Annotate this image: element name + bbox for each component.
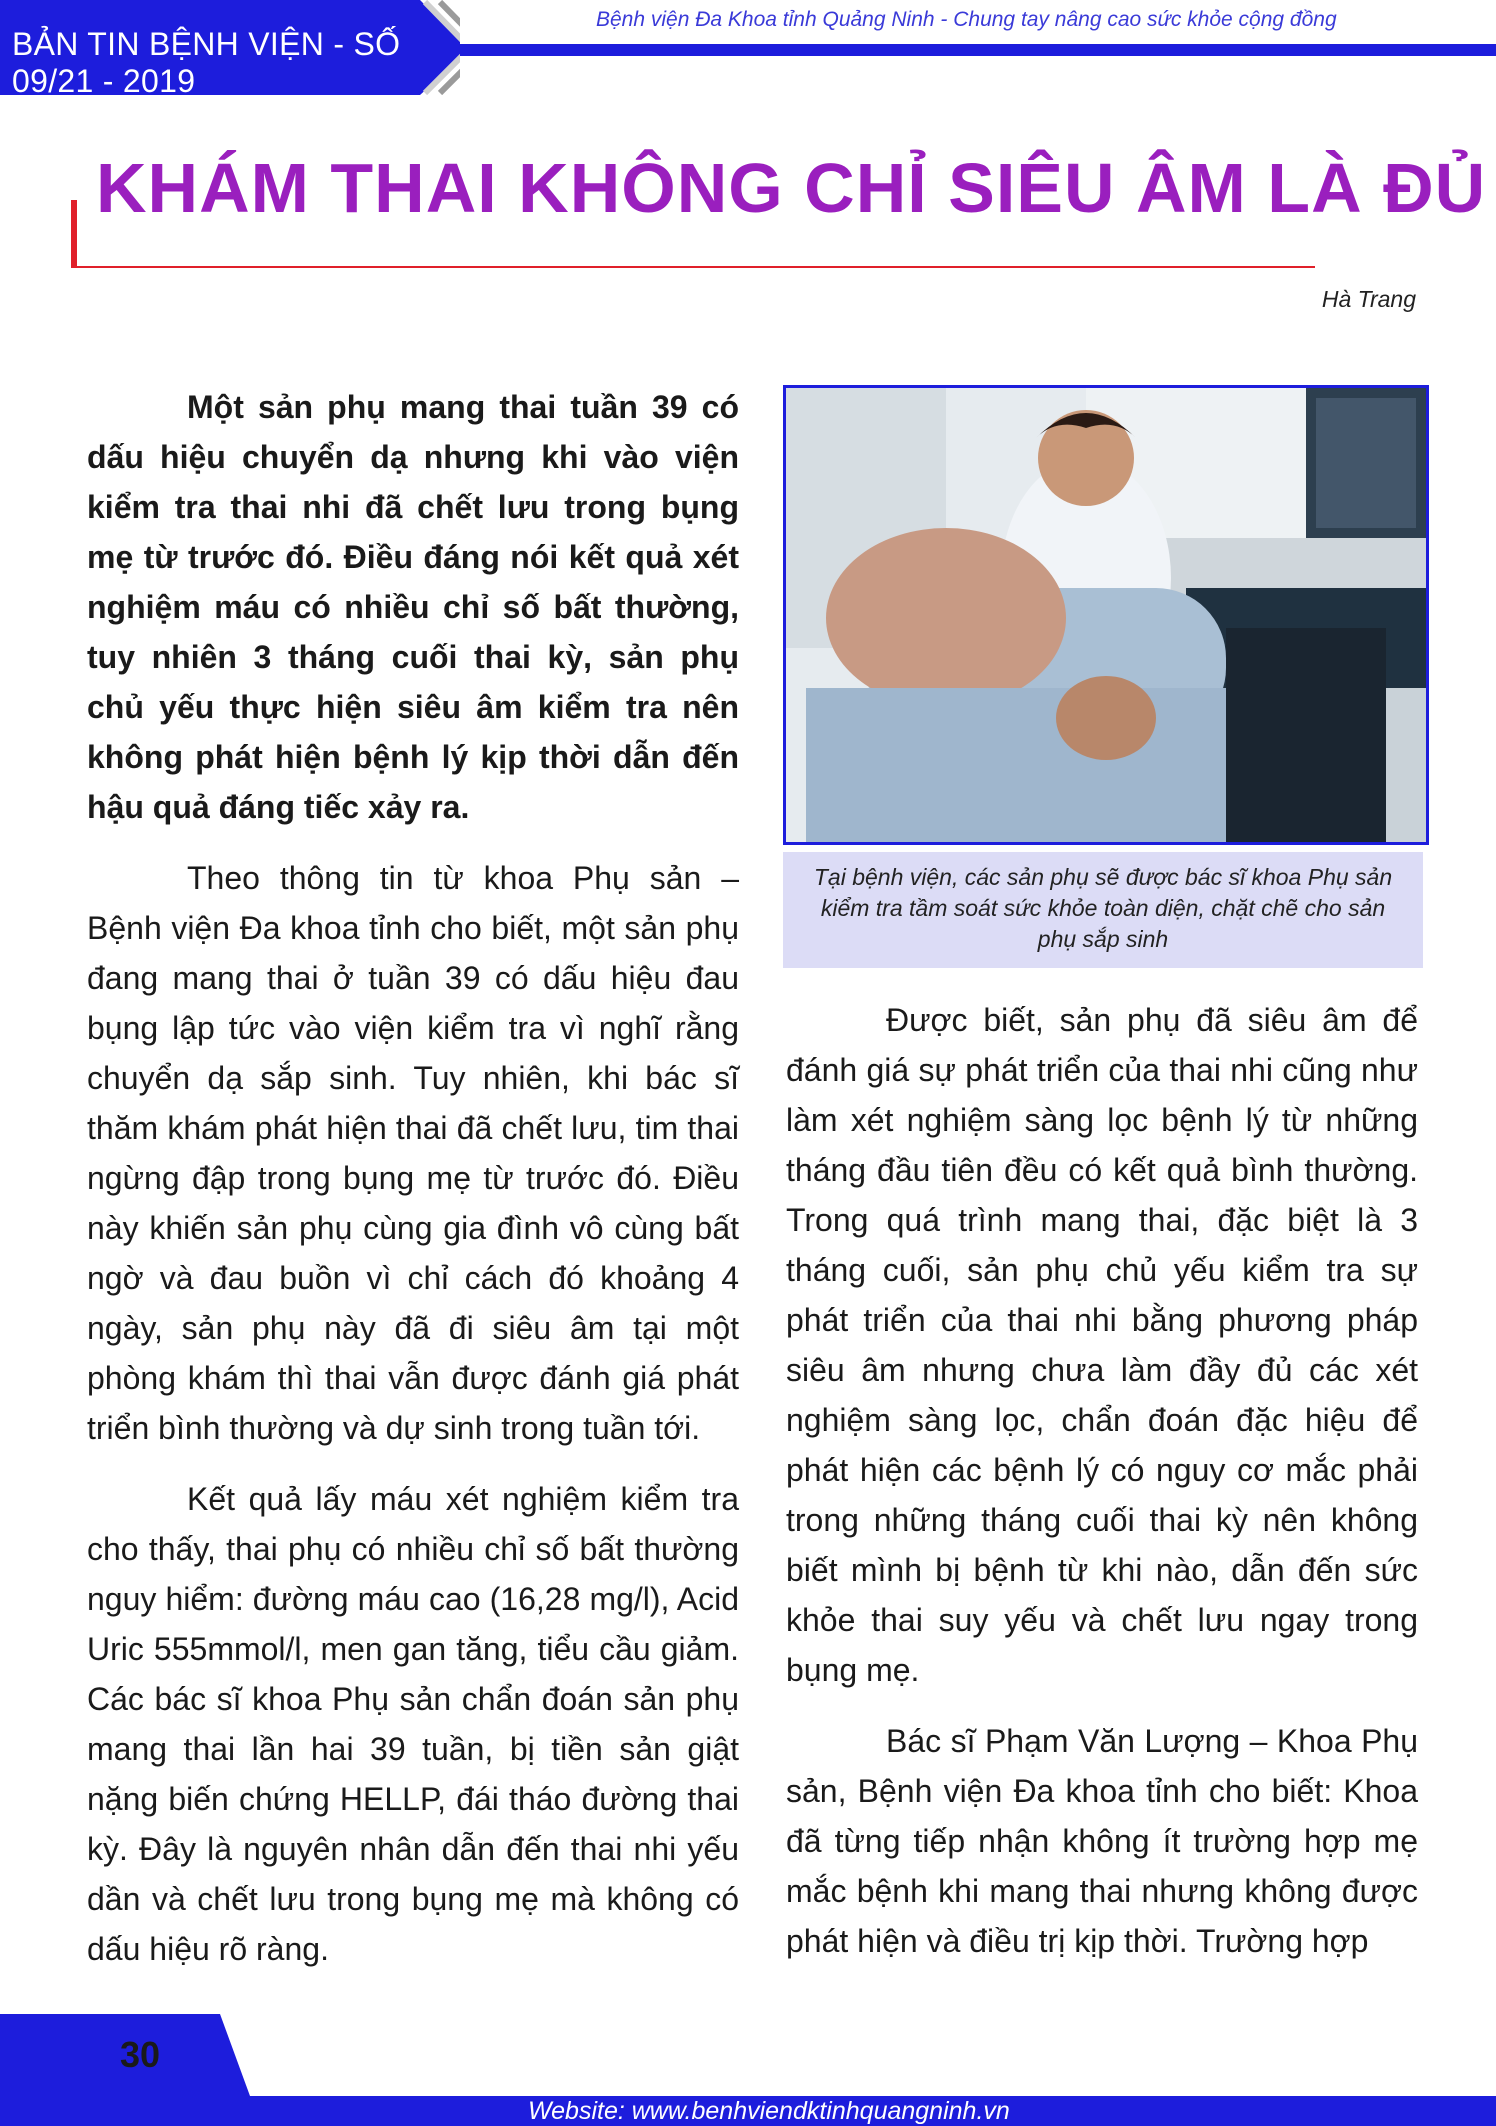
- photo-caption: Tại bệnh viện, các sản phụ sẽ được bác sĩ khoa Phụ sản kiểm tra tầm soát sức khỏe toàn diện, chặt chẽ cho sản phụ sắp sinh: [813, 864, 1393, 952]
- article-photo: [783, 385, 1429, 845]
- body-paragraph: Kết quả lấy máu xét nghiệm kiểm tra cho thấy, thai phụ có nhiều chỉ số bất thường nguy hiểm: đường máu cao (16,28 mg/l), Acid Uric 555mmol/l, men gan tăng, tiểu cầu giảm. Các bác sĩ khoa Phụ sản chẩn đoán sản phụ mang thai lần hai 39 tuần, bị tiền sản giật nặng biến chứng HELLP, đái tháo đường thai kỳ. Đây là nguyên nhân dẫn đến thai nhi yếu dần và chết lưu trong bụng mẹ mà không có dấu hiệu rõ ràng.: [87, 1481, 739, 1967]
- issue-banner: [0, 0, 460, 99]
- page-number: 30: [120, 2034, 161, 2075]
- left-column: [87, 382, 739, 1995]
- title-underline: [71, 266, 1315, 268]
- right-column: [786, 995, 1418, 1987]
- body-paragraph: Được biết, sản phụ đã siêu âm để đánh giá sự phát triển của thai nhi cũng như làm xét nghiệm sàng lọc bệnh lý từ những tháng đầu tiên đều có kết quả bình thường. Trong quá trình mang thai, đặc biệt là 3 tháng cuối, sản phụ chủ yếu kiểm tra sự phát triển của thai nhi bằng phương pháp siêu âm nhưng chưa làm đầy đủ các xét nghiệm sàng lọc, chẩn đoán đặc hiệu để phát hiện các bệnh lý có nguy cơ mắc phải trong những tháng cuối thai kỳ nên không biết mình bị bệnh từ khi nào, dẫn đến sức khỏe thai suy yếu và chết lưu ngay trong bụng mẹ.: [786, 1002, 1418, 1688]
- article-author: Hà Trang: [1321, 286, 1416, 312]
- article-lead: Một sản phụ mang thai tuần 39 có dấu hiệu chuyển dạ nhưng khi vào viện kiểm tra thai nhi đã chết lưu trong bụng mẹ từ trước đó. Điều đáng nói kết quả xét nghiệm máu có nhiều chỉ số bất thường, tuy nhiên 3 tháng cuối thai kỳ, sản phụ chủ yếu thực hiện siêu âm kiểm tra nên không phát hiện bệnh lý kịp thời dẫn đến hậu quả đáng tiếc xảy ra.: [87, 389, 739, 825]
- title-accent-bar: [71, 200, 77, 268]
- photo-caption-box: [783, 852, 1423, 968]
- website-link[interactable]: Website: www.benhviendktinhquangninh.vn: [528, 2097, 1010, 2125]
- body-paragraph: Bác sĩ Phạm Văn Lượng – Khoa Phụ sản, Bệnh viện Đa khoa tỉnh cho biết: Khoa đã từng tiếp nhận không ít trường hợp mẹ mắc bệnh khi mang thai nhưng không được phát hiện và điều trị kịp thời. Trường hợp: [786, 1723, 1418, 1959]
- hospital-slogan: Bệnh viện Đa Khoa tỉnh Quảng Ninh - Chung tay nâng cao sức khỏe cộng đồng: [596, 8, 1337, 31]
- body-paragraph: Theo thông tin từ khoa Phụ sản – Bệnh viện Đa khoa tỉnh cho biết, một sản phụ đang mang thai ở tuần 39 có dấu hiệu đau bụng lập tức vào viện kiểm tra vì nghĩ rằng chuyển dạ sắp sinh. Tuy nhiên, khi bác sĩ thăm khám phát hiện thai đã chết lưu, tim thai ngừng đập trong bụng mẹ từ trước đó. Điều này khiến sản phụ cùng gia đình vô cùng bất ngờ và đau buồn vì chỉ cách đó khoảng 4 ngày, sản phụ này đã đi siêu âm tại một phòng khám thì thai vẫn được đánh giá phát triển bình thường và dự sinh trong tuần tới.: [87, 860, 739, 1446]
- article-title: KHÁM THAI KHÔNG CHỈ SIÊU ÂM LÀ ĐỦ: [96, 149, 1487, 227]
- ultrasound-exam-illustration: [786, 388, 1426, 842]
- issue-label: BẢN TIN BỆNH VIỆN - SỐ 09/21 - 2019: [12, 26, 401, 99]
